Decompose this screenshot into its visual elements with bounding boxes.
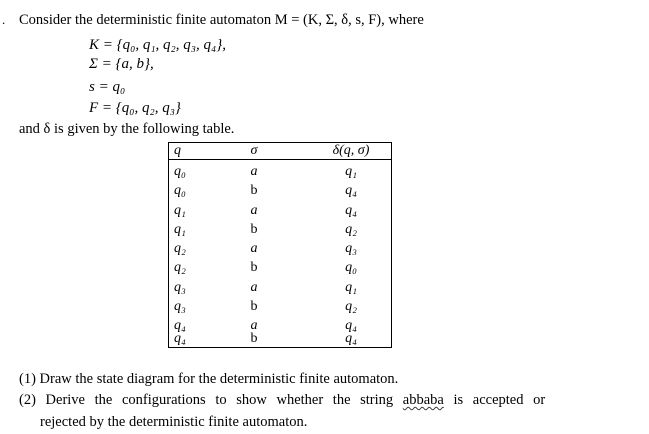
row-8-next: q₄	[345, 318, 357, 333]
definition-alphabet: Σ = {a, b},	[89, 56, 154, 72]
row-5-symbol: b	[250, 260, 258, 275]
row-2-next: q₄	[345, 203, 357, 218]
row-3-next: q₂	[345, 222, 357, 237]
row-4-state: q₂	[174, 241, 186, 256]
row-9-state: q₄	[174, 331, 186, 346]
row-7-symbol: b	[250, 299, 258, 314]
header-q: q	[174, 143, 181, 158]
header-delta: δ(q, σ)	[332, 143, 370, 158]
list-bullet: .	[2, 12, 6, 27]
row-4-next: q₃	[345, 241, 357, 256]
row-8-symbol: a	[250, 318, 258, 333]
definition-final-states: F = {q₀, q₂, q₃}	[89, 100, 181, 116]
row-2-symbol: a	[250, 203, 258, 218]
row-0-symbol: a	[250, 164, 258, 179]
intro-text: Consider the deterministic finite automaton M = (K, Σ, δ, s, F), where	[19, 12, 424, 28]
row-8-state: q₄	[174, 318, 186, 333]
task-2-text-start: (2) Derive the configurations to show whether the string	[19, 392, 403, 408]
row-1-state: q₀	[174, 183, 186, 198]
definition-states: K = {q₀, q₁, q₂, q₃, q₄},	[89, 37, 226, 53]
row-2-state: q₁	[174, 203, 186, 218]
task-2-continuation: rejected by the deterministic finite automaton.	[40, 414, 308, 430]
row-5-next: q₀	[345, 260, 357, 275]
row-9-symbol: b	[250, 331, 258, 346]
row-6-state: q₃	[174, 280, 186, 295]
row-5-state: q₂	[174, 260, 186, 275]
row-9-next: q₄	[345, 331, 357, 346]
row-3-symbol: b	[250, 222, 258, 237]
row-3-state: q₁	[174, 222, 186, 237]
table-intro-text: and δ is given by the following table.	[19, 121, 235, 137]
header-sigma: σ	[250, 143, 258, 158]
row-7-state: q₃	[174, 299, 186, 314]
row-0-state: q₀	[174, 164, 186, 179]
row-1-symbol: b	[250, 183, 258, 198]
task-2-string: abbaba	[402, 392, 444, 408]
task-2	[19, 392, 545, 409]
header-divider	[169, 159, 391, 160]
transition-table	[168, 142, 392, 348]
row-4-symbol: a	[250, 241, 258, 256]
row-1-next: q₄	[345, 183, 357, 198]
row-6-next: q₁	[345, 280, 357, 295]
row-6-symbol: a	[250, 280, 258, 295]
definition-start-state: s = q₀	[89, 79, 126, 95]
task-2-text-end: is accepted or	[443, 392, 546, 408]
task-1: (1) Draw the state diagram for the deterministic finite automaton.	[19, 371, 399, 387]
row-7-next: q₂	[345, 299, 357, 314]
row-0-next: q₁	[345, 164, 357, 179]
